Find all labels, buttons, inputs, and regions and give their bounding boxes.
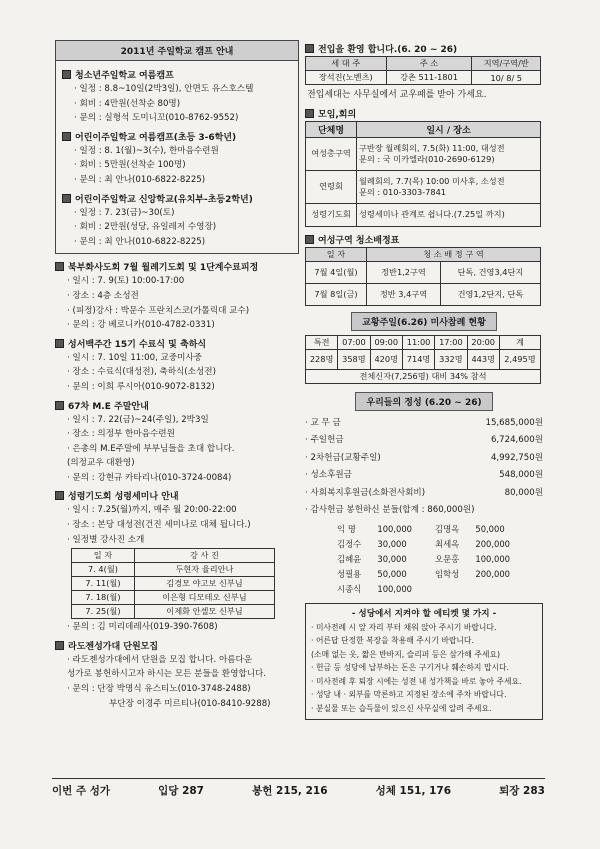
notice-section bbox=[55, 399, 299, 486]
bullet-square-icon bbox=[62, 132, 71, 141]
table-row bbox=[306, 349, 541, 369]
table-row bbox=[306, 71, 541, 85]
table-row bbox=[72, 605, 275, 619]
camp-line: · 회비 : 4만원(선착순 80명) bbox=[74, 98, 181, 109]
table-row bbox=[72, 591, 275, 605]
table-row bbox=[306, 203, 541, 226]
table-cell: 성령기도회 bbox=[306, 203, 357, 226]
table-cell: 714명 bbox=[402, 349, 434, 369]
moving-note: 전입세대는 사무실에서 교우패를 받아 가세요. bbox=[307, 90, 487, 100]
thanks-label: · 감사헌금 봉헌하신 분들(합계 : 860,000원) bbox=[305, 505, 475, 516]
speaker-table-header: 강 사 진 bbox=[134, 549, 274, 563]
cleaning-table bbox=[305, 247, 541, 306]
seminar-contact: · 문의 : 김 미리데레사(019-390-7608) bbox=[67, 622, 218, 633]
table-row bbox=[72, 577, 275, 591]
table-row bbox=[306, 137, 541, 170]
camp-section-title: 어린이주일학교 신앙학교(유치부-초등2학년) bbox=[75, 194, 253, 205]
offering-list bbox=[305, 415, 543, 520]
hymn-footer bbox=[52, 778, 545, 798]
table-cell: 연령회 bbox=[306, 170, 357, 203]
table-row: 시종식 100,000 bbox=[337, 583, 413, 594]
speaker-table-header: 일 자 bbox=[72, 549, 135, 563]
camp-line: · 문의 : 실형석 도미니꼬(010-8762-9552) bbox=[74, 113, 239, 124]
bullet-square-icon bbox=[305, 44, 314, 53]
table-row bbox=[72, 563, 275, 577]
notice-title: 북부화사도회 7월 월례기도회 및 1단계수료피정 bbox=[68, 263, 259, 274]
attendance-header: 17:00 bbox=[435, 335, 467, 349]
notice-line: · 문의 : 이희 루시아(010-9072-8132) bbox=[67, 381, 215, 392]
donor-table bbox=[337, 522, 533, 597]
right-column bbox=[305, 40, 543, 720]
etiquette-line: · 미사전례 시 앞 자리 부터 채워 앉아 주시기 바랍니다. bbox=[311, 622, 497, 632]
notice-title: 성서백주간 15기 수료식 및 축하식 bbox=[68, 339, 207, 350]
etiquette-line: · 성당 내 · 외부를 막론하고 지정된 장소에 주차 바랍니다. bbox=[311, 690, 507, 700]
table-row bbox=[306, 261, 541, 283]
offering-title: 우리들의 정성 (6.20 ~ 26) bbox=[355, 392, 492, 411]
list-item: · 성소후원금 548,000원 bbox=[305, 470, 543, 481]
table-cell: 7. 18(월) bbox=[72, 591, 135, 605]
moving-title: 전입을 환영 합니다.(6. 20 ~ 26) bbox=[318, 45, 458, 55]
choir-title: 라도젠성가대 단원모집 bbox=[68, 641, 159, 652]
attendance-total: 전체신자(7,256명) 대비 34% 참석 bbox=[306, 369, 541, 383]
table-cell: 2,495명 bbox=[499, 349, 540, 369]
table-row bbox=[306, 170, 541, 203]
notice-line: · 일시 : 7. 22(금)~24(주일), 2박3일 bbox=[67, 414, 209, 425]
notice-section bbox=[55, 337, 299, 395]
notice-section bbox=[55, 260, 299, 332]
meetings-header: 일시 / 장소 bbox=[357, 121, 541, 137]
table-cell: 358명 bbox=[338, 349, 370, 369]
moving-header: 지역/구역/반 bbox=[472, 57, 541, 71]
notice-line: · 일시 : 7.25(월)까지, 매주 월 20:00-22:00 bbox=[67, 505, 237, 516]
camp-line: · 일정 : 8. 1(월)~3(수), 한마음수련원 bbox=[74, 145, 219, 156]
etiquette-box bbox=[305, 603, 543, 721]
camp-line: · 문의 : 최 안나(010-6822-8225) bbox=[74, 236, 206, 247]
etiquette-line: (소매 없는 옷, 짧은 반바지, 슬리퍼 등은 삼가해 주세요) bbox=[311, 649, 501, 659]
speaker-table bbox=[71, 548, 275, 619]
table-row: 김정수 30,000 최세옥 200,000 bbox=[337, 538, 510, 549]
camp-line: · 회비 : 5만원(선착순 100명) bbox=[74, 160, 186, 171]
moving-header: 주 소 bbox=[386, 57, 472, 71]
table-cell: 건영1,2단지, 단독 bbox=[440, 283, 540, 305]
table-row bbox=[306, 369, 541, 383]
footer-item: 봉헌 215, 216 bbox=[252, 785, 328, 797]
table-cell: 420명 bbox=[370, 349, 402, 369]
camp-section-title: 어린이주일학교 여름캠프(초등 3-6학년) bbox=[75, 132, 237, 143]
table-cell: 정반 3,4구역 bbox=[367, 283, 441, 305]
camp-section bbox=[62, 68, 292, 126]
choir-section bbox=[55, 639, 299, 711]
left-column bbox=[55, 40, 299, 711]
notice-line: · 일시 : 7. 10일 11:00, 교중미사중 bbox=[67, 352, 203, 363]
meetings-header: 단체명 bbox=[306, 121, 357, 137]
table-row: 김혜윤 30,000 오문홍 100,000 bbox=[337, 553, 510, 564]
notice-line: · 문의 : 강 베로니카(010-4782-0331) bbox=[67, 320, 215, 331]
camp-line: · 문의 : 최 안나(010-6822-8225) bbox=[74, 174, 206, 185]
camp-line: · 일정 : 8.8~10일(2박3일), 안면도 유스호스텔 bbox=[74, 84, 254, 94]
attendance-header: 09:00 bbox=[370, 335, 402, 349]
attendance-title: 교황주일(6.26) 미사참례 현황 bbox=[351, 312, 497, 331]
cleaning-header: 청 소 배 정 구 역 bbox=[367, 247, 541, 261]
table-cell: 성령세미나 관계로 쉽니다.(7.25일 까지) bbox=[357, 203, 541, 226]
meetings-title: 모임,회의 bbox=[318, 109, 357, 120]
notice-line: · 문의 : 강현규 카타리나(010-3724-0084) bbox=[67, 472, 232, 483]
attendance-header: 11:00 bbox=[402, 335, 434, 349]
table-cell: 강촌 511-1801 bbox=[386, 71, 472, 85]
table-cell: 이제화 안셀모 신부님 bbox=[134, 605, 274, 619]
notice-line: · 일시 : 7. 9(토) 10:00-17:00 bbox=[67, 276, 185, 287]
table-cell: 10/ 8/ 5 bbox=[472, 71, 541, 85]
choir-line: · 문의 : 단장 박명식 유스티노(010-3748-2488) bbox=[67, 684, 251, 695]
attendance-header: 특전 bbox=[306, 335, 338, 349]
table-cell: 단독, 건영3,4단지 bbox=[440, 261, 540, 283]
notice-line: · 장소 : 수료식(대성전), 축하식(소성전) bbox=[67, 367, 216, 378]
moving-table bbox=[305, 56, 541, 85]
meetings-table bbox=[305, 121, 541, 227]
camp-section bbox=[62, 192, 292, 250]
bullet-square-icon bbox=[305, 235, 314, 244]
bullet-square-icon bbox=[305, 109, 314, 118]
moving-header: 세 대 주 bbox=[306, 57, 387, 71]
bullet-square-icon bbox=[55, 491, 64, 500]
etiquette-line: · 미사전례 후 퇴장 시에는 성전 내 성가책을 바로 놓아 주세요. bbox=[311, 676, 522, 686]
notice-title: 67차 M.E 주말안내 bbox=[68, 401, 149, 412]
camp-section bbox=[62, 130, 292, 188]
notice-line: (의정교우 대환영) bbox=[67, 458, 135, 469]
camp-section-title: 청소년주일학교 여름캠프 bbox=[75, 71, 174, 81]
table-cell: 228명 bbox=[306, 349, 338, 369]
table-row bbox=[306, 283, 541, 305]
bullet-square-icon bbox=[55, 262, 64, 271]
list-item: · 교 무 금 15,685,000원 bbox=[305, 417, 543, 428]
table-cell: 정반1,2구역 bbox=[367, 261, 441, 283]
notice-line: · 장소 : 4층 소성전 bbox=[67, 290, 139, 301]
table-cell: 7. 25(월) bbox=[72, 605, 135, 619]
etiquette-title: - 성당에서 지켜야 할 에티켓 몇 가지 - bbox=[351, 608, 497, 619]
notice-line: · 장소 : 의정부 한마음수련원 bbox=[67, 429, 175, 440]
camp-line: · 회비 : 2만원(성당, 유일레저 수영장) bbox=[74, 222, 217, 233]
camp-box bbox=[55, 40, 299, 254]
etiquette-line: · 분실물 또는 습득물이 있으신 사무실에 알려 주세요. bbox=[311, 703, 492, 713]
footer-item: 입당 287 bbox=[158, 785, 204, 797]
footer-item: 퇴장 283 bbox=[499, 785, 545, 797]
attendance-header: 계 bbox=[499, 335, 540, 349]
etiquette-line: · 어른답 단정한 복장을 착용해 주시기 바랍니다. bbox=[311, 636, 474, 646]
table-cell: 7. 4(월) bbox=[72, 563, 135, 577]
notice-title: 성령기도회 성령세미나 안내 bbox=[68, 492, 179, 503]
table-cell: 구반장 월례회의, 7.5(화) 11:00, 대성전 문의 : 국 미카엘라(010-2690-6129) bbox=[357, 137, 541, 170]
choir-line: 성가로 봉헌하시고자 하시는 모든 분들을 환영합니다. bbox=[67, 669, 267, 680]
footer-item: 이번 주 성가 bbox=[52, 785, 111, 797]
table-cell: 이은형 디모테오 신부님 bbox=[134, 591, 274, 605]
footer-item: 성체 151, 176 bbox=[375, 785, 452, 797]
notice-section bbox=[55, 489, 299, 547]
table-cell: 7월 8일(금) bbox=[306, 283, 367, 305]
bullet-square-icon bbox=[55, 401, 64, 410]
attendance-table bbox=[305, 335, 541, 384]
notice-line: · 은총의 M.E주말에 부부님들을 초대 합니다. bbox=[67, 443, 235, 454]
attendance-header: 07:00 bbox=[338, 335, 370, 349]
choir-line: · 라도젠성가대에서 단원을 모집 합니다. 아름다운 bbox=[67, 654, 253, 665]
bullet-square-icon bbox=[62, 70, 71, 79]
table-cell: 김경모 야고보 신부님 bbox=[134, 577, 274, 591]
table-cell: 7. 11(월) bbox=[72, 577, 135, 591]
etiquette-line: · 헌금 등 성당에 납부하는 돈은 구기거나 훼손하지 맙시다. bbox=[311, 663, 510, 673]
bullet-square-icon bbox=[55, 339, 64, 348]
camp-line: · 일정 : 7. 23(금)~30(토) bbox=[74, 207, 175, 218]
list-item: · 사회복지후원금(소화전사회비) 80,000원 bbox=[305, 487, 543, 498]
notice-line: · (피정)강사 : 박문수 프란치스코(가톨릭대 교수) bbox=[67, 305, 250, 316]
cleaning-title: 여성구역 청소배정표 bbox=[318, 235, 400, 246]
table-cell: 여성총구역 bbox=[306, 137, 357, 170]
list-item: · 2차헌금(교황주일) 4,992,750원 bbox=[305, 452, 543, 463]
table-row: 익 명 100,000 김명옥 50,000 bbox=[337, 523, 505, 534]
bullet-square-icon bbox=[55, 641, 64, 650]
attendance-header: 20:00 bbox=[467, 335, 499, 349]
bullet-square-icon bbox=[62, 194, 71, 203]
table-cell: 월례회의, 7.7(목) 10:00 미사후, 소성전 문의 : 010-3303-7841 bbox=[357, 170, 541, 203]
table-cell: 332명 bbox=[435, 349, 467, 369]
table-cell: 두현자 율리안나 bbox=[134, 563, 274, 577]
notice-line: · 일정별 강사진 소개 bbox=[67, 534, 145, 545]
notice-line: · 장소 : 본당 대성전(건진 세미나로 대체 됩니다.) bbox=[67, 520, 251, 531]
table-cell: 443명 bbox=[467, 349, 499, 369]
choir-line: 부단장 이경주 미르티나(010-8410-9288) bbox=[109, 698, 271, 709]
table-cell: 장석진(노벤츠) bbox=[306, 71, 387, 85]
camp-title: 2011년 주일학교 캠프 안내 bbox=[56, 41, 298, 61]
table-row: 성필용 50,000 임학성 200,000 bbox=[337, 568, 510, 579]
cleaning-header: 일 자 bbox=[306, 247, 367, 261]
list-item: · 주일헌금 6,724,600원 bbox=[305, 435, 543, 446]
table-cell: 7월 4일(월) bbox=[306, 261, 367, 283]
